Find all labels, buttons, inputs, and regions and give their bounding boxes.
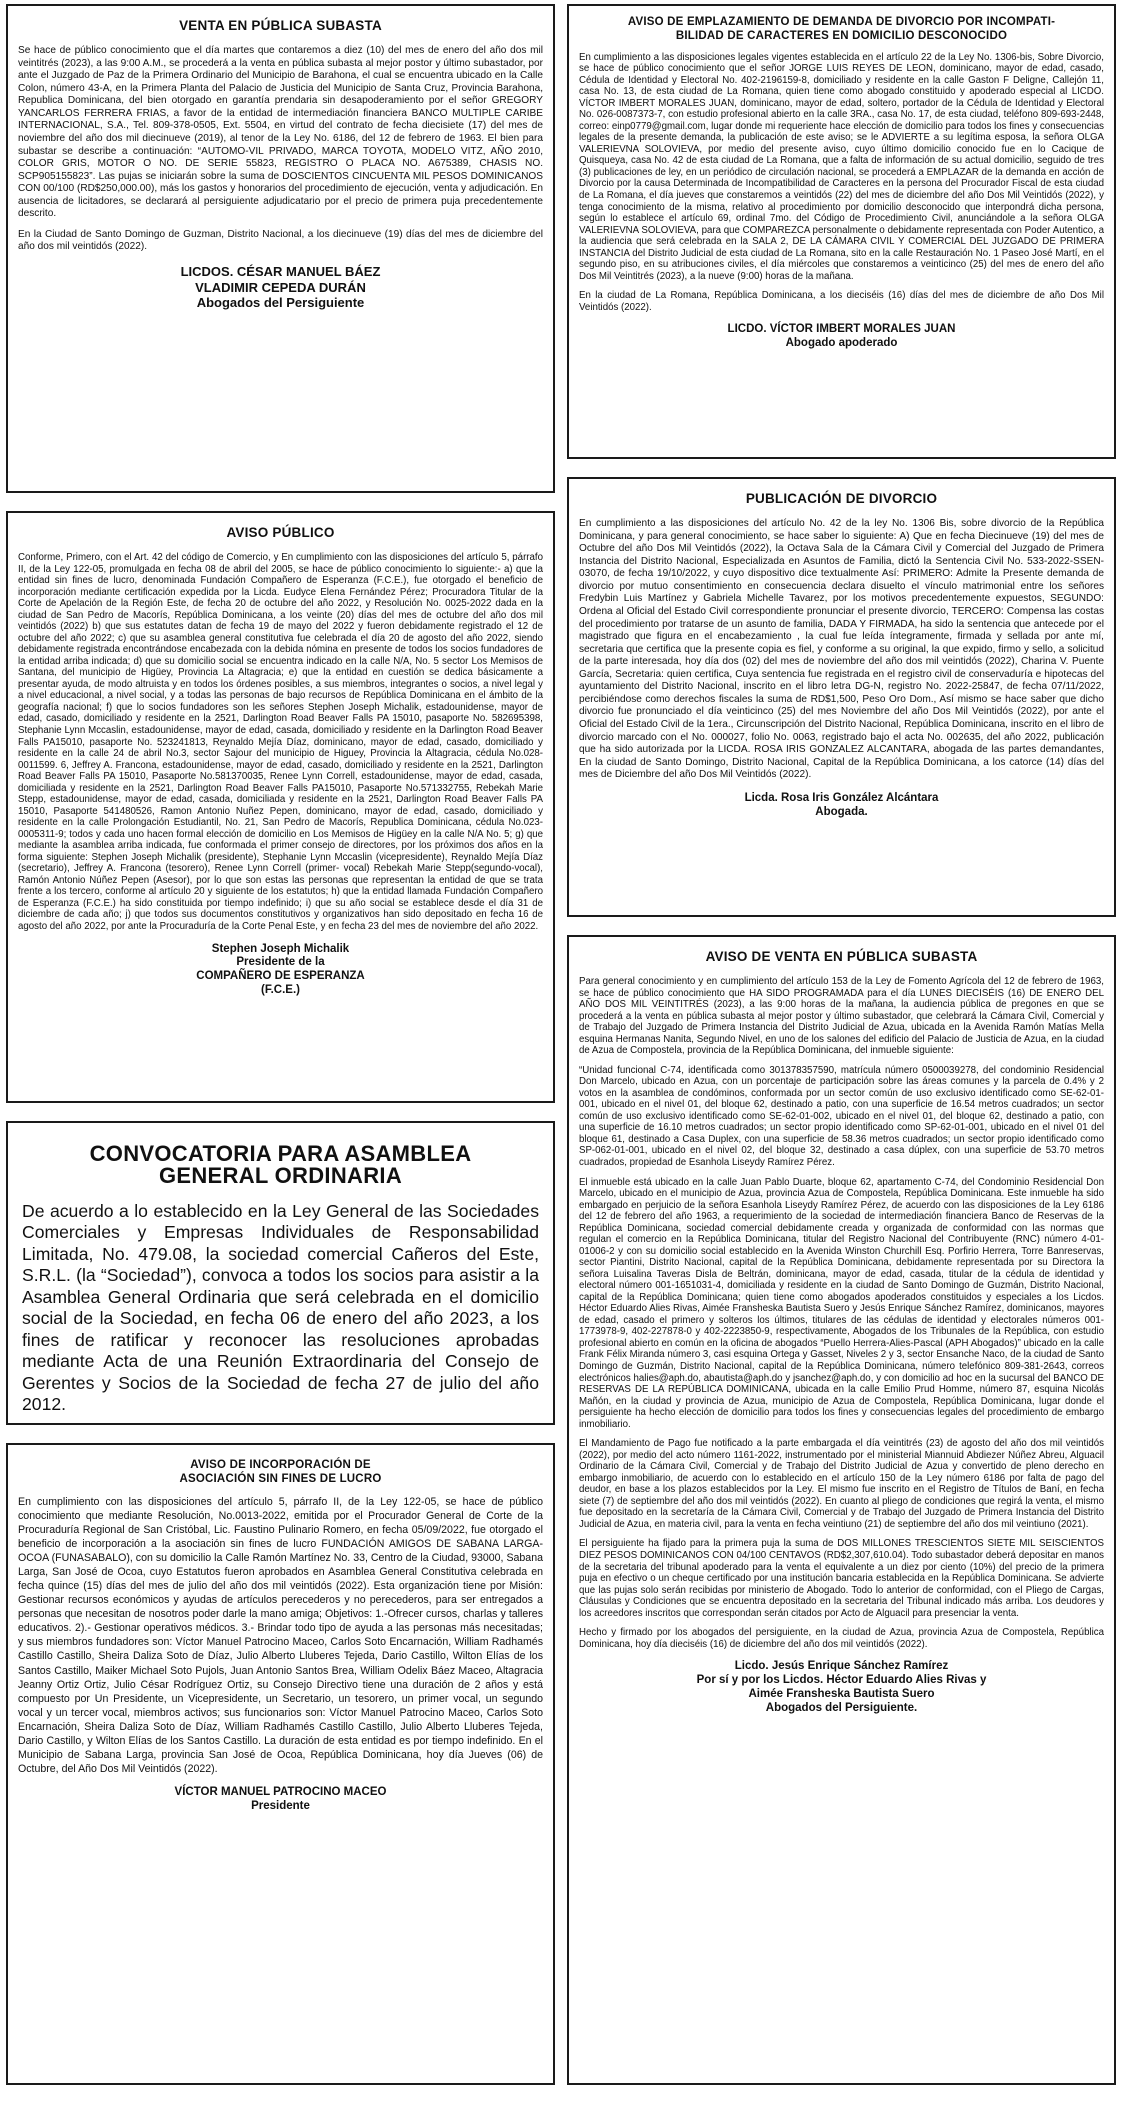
notice-title: CONVOCATORIA PARA ASAMBLEA GENERAL ORDINARIA [89, 1141, 472, 1188]
notice-title: AVISO DE INCORPORACIÓN DE ASOCIACIÓN SIN FINES DE LUCRO [179, 1459, 382, 1485]
notice-paragraph: De acuerdo a lo establecido en la Ley General de las Sociedades Comerciales y Empresas Individuales de Responsabilidad Limitada, No. 479.08, la sociedad comercial Cañeros del Este, S.R.L. (la “Sociedad”), convoca a todos los socios para asistir a la Asamblea General Ordinaria que será celebrada en el domicilio social de la Sociedad, en fecha 06 de enero del año 2023, a los fines de ratificar y reconocer las resoluciones aprobadas mediante Acta de una Reunión Extraordinaria del Consejo de Gerentes y Socios de la Sociedad de fecha 27 de julio del año 2012. [22, 1201, 539, 1415]
notice-paragraph: Para general conocimiento y en cumplimiento del artículo 153 de la Ley de Fomento Agrícola del 12 de febrero de 1963, se hace de público conocimiento que HA SIDO PROGRAMADA para el día LUNES DIECISÉIS (16) DE ENERO DEL AÑO DOS MIL VEINTITRÉS (2023), a las 9:00 horas de la mañana, la audiencia pública de pregones en que se procederá a la venta en pública subasta al mejor postor y último subastador, que celebrará la Cámara Civil, Comercial y de Trabajo del Juzgado de Primera Instancia del Distrito Judicial de Azua, ubicada en la Avenida Ramón Matías Mella esquina Hermanas Nanita, Segundo Nivel, en uno de los salones del edificio del Palacio de Justicia de Azua, en la ciudad de Azua de Compostela, provincia de la República Dominicana, del inmueble siguiente: [579, 976, 1104, 1057]
left-column [6, 4, 555, 2103]
notice-paragraph: En cumplimiento con las disposiciones del artículo 5, párrafo II, de la Ley 122-05, se hace de público conocimiento que mediante Resolución, No.0013-2022, emitida por el Procurador General de Corte de la Procuraduría Regional de San Cristóbal, Lic. Faustino Pulinario Romero, en fecha 05/09/2022, fue otorgado el beneficio de incorporación a la asociación sin fines de lucro FUNDACIÓN AMIGOS DE SABANA LARGA-OCOA (FUNASABALO), con su domicilio la Calle Ramón Martínez No. 33, Centro de la Ciudad, 93000, Sabana Larga, San José de Ocoa, cuyo Estatutos fueron aprobados en Asamblea General Constitutiva celebrada en fecha quince (15) días del mes de julio del año dos mil veintidós (2022). Esta organización tiene por Misión: Gestionar recursos económicos y ayudas de artículos perecederos y no perecederos, para ser entregados a personas que necesitan de nosotros poder darle la mano amiga; Objetivos: 1.-Ofrecer cursos, charlas y talleres educativos. 2).- Gestionar operativos médicos. 3.- Brindar todo tipo de ayuda a las personas más necesitadas; y sus miembros fundadores son: Víctor Manuel Patrocino Maceo, Carlos Soto Encarnación, William Radhamés Castillo Castillo, Sheira Daliza Soto de Díaz, Julio Alberto Lluberes Tejeda, Dario Castillo, Wilton Elías de los Santos Castillo, Maiker Michael Soto Pujols, Juan Antonio Santos Brea, William Odelix Báez Maceo, Altagracia Jeanny Ortiz Ortiz, Julio César Rodríguez Ortiz, su Consejo Directivo tiene una duración de 2 años y está compuesto por Un Presidente, un Vicepresidente, un Secretario, un tesorero, un primer vocal, un segundo vocal y un tercer vocal, miembros activos; sus funcionarios son: Víctor Manuel Patrocino Maceo, Carlos Soto Encarnación, Sheira Daliza Soto de Díaz, William Radhamés Castillo Castillo, Julio Alberto Lluberes Tejeda, Dario Castillo, y Wilton Elías de los Santos Castillo. La duración de esta entidad es por tiempo indefinido. En el Municipio de Sabana Larga, provincia San José de Ocoa, República Dominicana, hoy día Jueves (06) de Octubre, del Año Dos Mil Veintidós (2022). [18, 1495, 543, 1776]
notice-signature: VÍCTOR MANUEL PATROCINO MACEO Presidente [174, 1786, 387, 1812]
notice-incorporacion [6, 1443, 555, 2085]
notice-signature: LICDO. VÍCTOR IMBERT MORALES JUAN Abogado apoderado [727, 323, 956, 350]
notice-paragraph: Se hace de público conocimiento que el día martes que contaremos a diez (10) del mes de enero del año dos mil veintitrés (2023), a las 9:00 A.M., se procederá a la venta en pública subasta al mejor postor y último subastador, por ante el Juzgado de Paz de la Primera Ordinario del Municipio de Barahona, el cual se encuentra ubicado en la Calle Colon, número 43-A, en la Primera Planta del Palacio de Justicia del Municipio de Santa Cruz, Provincia Barahona, Republica Dominicana, del bien otorgado en garantía prendaria sin desapoderamiento por el señor GREGORY YANCARLOS FERRERA FRIAS, a favor de la entidad de intermediación financiera BANCO MULTIPLE CARIBE INTERNACIONAL, S.A., Tel. 809-378-0505, Ext. 5504, en virtud del contrato de fecha diecisiete (17) del mes de noviembre del año dos mil diecinueve (2019), al tenor de la Ley No. 6186, del 12 de febrero de 1963. El bien para subastar se describe a continuación: “AUTOMO-VIL PRIVADO, MARCA TOYOTA, MODELO VITZ, AÑO 2010, COLOR GRIS, MOTOR O NO. DE SERIE 55823, REGISTRO O PLACA NO. A675389, CHASIS NO. SCP905155823”. Las pujas se iniciarán sobre la suma de DOSCIENTOS CINCUENTA MIL PESOS DOMINICANOS CON 00/100 (RD$250,000.00), más los gastos y honorarios del procedimiento de ejecución, venta y adjudicación. En ausencia de licitadores, se declarará al persiguiente adjudicatario por el precio de primera puja precedentemente descrito. [18, 45, 543, 220]
notice-title: VENTA EN PÚBLICA SUBASTA [179, 18, 382, 33]
notice-paragraph: En la ciudad de La Romana, República Dominicana, a los dieciséis (16) días del mes de diciembre de año Dos Mil Veintidós (2022). [579, 290, 1104, 313]
notice-paragraph: El Mandamiento de Pago fue notificado a la parte embargada el día veintitrés (23) de agosto del año dos mil veintidós (2022), por medio del acto número 1161-2022, instrumentado por el ministerial Miannuid Abdiezer Núñez Abreu, Alguacil Ordinario de la Cámara Civil, Comercial y de Trabajo del Distrito Judicial de Azua y convertido de pleno derecho en embargo inmobiliario, de acuerdo con lo establecido en el artículo 150 de la Ley número 6186 por falta de pago del deudor, en base a los plazos establecidos por la Ley. El mismo fue inscrito en el Registro de Títulos de Baní, en fecha siete (7) de septiembre del año dos mil veintidós (2022). En cuanto al pliego de condiciones que regirá la venta, el mismo fue depositado en la secretaría de la Cámara Civil, Comercial y de Trabajo del Juzgado de Primera Instancia del Distrito Judicial de Azua, en materia civil, para la venta en fecha veintiuno (21) de septiembre del año dos mil veintiuno (2021). [579, 1438, 1104, 1530]
notice-aviso-venta-subasta [567, 935, 1116, 2085]
notice-paragraph: Hecho y firmado por los abogados del persiguiente, en la ciudad de Azua, provincia Azua de Compostela, República Dominicana, hoy día dieciséis (16) de diciembre del año dos mil veintidós (2022). [579, 1627, 1104, 1650]
notice-signature: LICDOS. CÉSAR MANUEL BÁEZ VLADIMIR CEPEDA DURÁN Abogados del Persiguiente [180, 264, 381, 311]
notice-publicacion-divorcio [567, 477, 1116, 917]
notice-paragraph: El persiguiente ha fijado para la primera puja la suma de DOS MILLONES TRESCIENTOS SIETE MIL SEISCIENTOS DIEZ PESOS DOMINICANOS CON 04/100 CENTAVOS (RD$2,307,610.04). Todo subastador deberá depositar en manos de la secretaria del tribunal apoderado para la venta el equivalente a un diez por ciento (10%) del precio de la primera puja en efectivo o un cheque certificado por una institución bancaria establecida en la República Dominicana. Se advierte que las pujas solo serán recibidas por ministerio de Abogado. Todo lo anterior de conformidad, con el Pliego de Cargas, Cláusulas y Condiciones que se encuentra depositado en la secretaria del Tribunal indicado más arriba. Los deudores y los acreedores inscritos que correspondan serán citados por Acto de Alguacil para presenciar la venta. [579, 1538, 1104, 1619]
notice-emplazamiento [567, 4, 1116, 459]
notice-title: AVISO DE EMPLAZAMIENTO DE DEMANDA DE DIVORCIO POR INCOMPATI- BILIDAD DE CARACTERES EN DOMICILIO DESCONOCIDO [627, 16, 1056, 42]
notice-title: AVISO PÚBLICO [226, 525, 335, 540]
notice-paragraph: “Unidad funcional C-74, identificada como 301378357590, matrícula número 0500039278, del condominio Residencial Don Marcelo, ubicado en Azua, con un porcentaje de participación sobre las áreas comunes y la parcela de 0.4% y 2 votos en la asamblea de condóminos, conformada por un sector común de uso exclusivo identificado como SE-62-01-001, ubicado en el nivel 01, del bloque 62, destinado a patio, con una superficie de 16.54 metros cuadrados; un sector común de uso exclusivo identificado como SE-62-01-002, ubicado en el nivel 01, del bloque 62, destinado a patio, con una superficie de 16.10 metros cuadrados; un sector propio identificado como SP-62-01-001, ubicado en el nivel 01 del bloque 61, destinado a Casa Duplex, con una superficie de 58.36 metros cuadrados; un sector propio identificado como SP-062-01-001, ubicado en el nivel 02, del bloque 32, destinado a casa dúplex, con una superficie de 53.70 metros cuadrados, propiedad de Esanhola Liseydy Ramírez Pérez. [579, 1064, 1104, 1168]
notice-signature: Licda. Rosa Iris González Alcántara Abogada. [744, 791, 939, 818]
notice-signature: Stephen Joseph Michalik Presidente de la COMPAÑERO DE ESPERANZA (F.C.E.) [196, 942, 365, 996]
notice-title: AVISO DE VENTA EN PÚBLICA SUBASTA [705, 949, 978, 964]
notice-paragraph: El inmueble está ubicado en la calle Juan Pablo Duarte, bloque 62, apartamento C-74, del Condominio Residencial Don Marcelo, ubicado en el municipio de Azua, provincia Azua de Compostela, República Dominicana. Este inmueble ha sido embargado en perjuicio de la señora Esanhola Liseydy Ramírez Pérez, de acuerdo con las disposiciones de la Ley 6186 del 12 de febrero del año 1963, a requerimiento de la sociedad de intermediación financiera Banco de Reservas de la República Dominicana, sociedad comercial debidamente creada y organizada de conformidad con las normas que regulan el comercio en la República Dominicana, titular del Registro Nacional del Contribuyente (RNC) número 4-01-01006-2 y con su domicilio social establecido en la Avenida Winston Churchill Esq. Porfirio Herrera, Torre Banreservas, sector Piantini, Distrito Nacional, capital de la República Dominicana, debidamente representada por su Directora la señora Luisalina Taveras Disla de Beltrán, dominicana, mayor de edad, casada, titular de la cédula de identidad y electoral número 001-1651031-4, domiciliada y residente en la ciudad de Santo Domingo de Guzmán, Distrito Nacional, capital de la República Dominicana; quien tiene como abogados apoderados constituidos y especiales a los Licdos. Héctor Eduardo Alies Rivas, Aimée Fransheska Bautista Suero y Jesús Enrique Sánchez Ramírez, dominicanos, mayores de edad, casado el primero y solteros los últimos, titulares de las cédulas de identidad y electorales números 001-1773978-9, 402-227878-0 y 402-2223850-9, respectivamente, Abogados de los Tribunales de la República, con estudio profesional abierto en común en la oficina de abogados “Puello Herrera-Alies-Pascal (APH Abogados)” ubicado en la calle Frank Félix Miranda número 3, casi esquina Ortega y Gasset, Niveles 2 y 3, sector Ensanche Naco, de la ciudad de Santo Domingo de Guzmán, Distrito Nacional, capital de la República Dominicana, número telefónico 809-381-2643, correos electrónicos halies@aph.do, abautista@aph.do y jsanchez@aph.do, y con domicilio ad hoc en la sucursal del BANCO DE RESERVAS DE LA REPÚBLICA DOMINICANA, ubicada en la calle Emilio Prud Homme, número 87, esquina Nicolás Mañón, en la ciudad y provincia de Azua, municipio de Azua de Compostela, República Dominicana, lugar donde el persiguiente ha hecho elección de domicilio para todos los fines y consecuencias legales del procedimiento de embargo inmobiliario. [579, 1176, 1104, 1430]
notice-convocatoria [6, 1121, 555, 1425]
notice-paragraph: Conforme, Primero, con el Art. 42 del código de Comercio, y En cumplimiento con las disposiciones del artículo 5, párrafo II, de la Ley 122-05, promulgada en fecha 08 de abril del 2005, se hace de público conocimiento lo siguiente:- a) que la entidad sin fines de lucro, denominada Fundación Compañero de Esperanza (F.C.E.), fue otorgado el beneficio de incorporación mediante certificación expedida por la Licda. Eudyce Elena Fernández Pérez; Procuradora Titular de la Corte de Apelación de la Región Este, de fecha 20 de octubre del año 2022, y Resolución No. 0025-2022 dada en la ciudad de San Pedro de Macorís, República Dominicana, a los veinte (20) días del mes de octubre del año dos mil veintidós (2022) b) que sus estatutes datan de fecha 19 de mayo del 2022 y fueron debidamente registrado el 12 de octubre del año 2022; c) que su asamblea general constitutiva fue celebrada el día 20 de agosto del año 2022, siendo debidamente registrada encontrándose encabezada con la debida nómina en presente de todos los socios fundadores de la entidad arriba indicada; d) que su domicilio social se encuentra indicado en la calle N/A, No. 5 sector Los Memisos de Santana, del municipio de Higüey, Provincia La Altagracia; e) que la entidad en cuestión se dedica básicamente a presentar ayuda, de modo altruista y en todos los órdenes posibles, a sus miembros, integrantes o socios, a nivel legal y a nivel educacional, a nivel social, y a todas las personas de bajo recursos de República Dominicana en el ámbito de la geografía nacional; f) que lo socios fundadores son les señores Stephen Joseph Michalik, estadounidense, mayor de edad, casado, domiciliado y residente en la 2521, Darlington Road Beaver Falls PA 15010, pasaporte No. 582695398, Stephanie Lynn Mccaslin, estadounidense, mayor de edad, casada, domiciliado y residente en la Darlington Road Beaver Falls PA15010, pasaporte No. 523241813, Reynaldo Mejía Díaz, dominicano, mayor de edad, casado, domiciliado y residente en la calle 24 de abril No.3, sector Sajour del municipio de Higuey, Provincia la Altagracia, cédula No.028-0011599. 6, Jeffrey A. Franconа, estadounidense, mayor de edad, casado, domiciliado y residente en la 2521, Darlington Road Beaver Falls PA 15010, Pasaporte No.581370035, Renee Lynn Correll, estadounidense, mayor de edad, casada, domiciliada y residente en la 2521, Darlington Road Beaver Falls PA15010, Pasaporte No.571332755, Rebekah Marie Stepp, estadounidense, mayor de edad, casada, domiciliada y residente en la 2521, Darlington Road Beaver Falls PA 15010, Pasaporte 541480526, Ramon Antonio Nuñez Pepen, dominicano, mayor de edad, casado, domiciliado y residente en la calle Prolongación Estudiantil, No. 21, San Pedro de Macorís, Republica Dominicana, cédula No.023-0005311-9; todos y cada uno hacen formal elección de domicilio en Los Memisos de Higüey en la calle N/A No. 5; g) que mediante la asamblea arriba indicada, fue conformada el primer consejo de directores, por los próximos dos años en la forma siguiente: Stephen Joseph Michalik (presidente), Stephanie Lynn Mccaslin (vicepresidente), Reynaldo Mejía Díaz (secretario), Jeffrey A. Franconа (tesorero), Renee Lynn Correll (primer- vocal) Rebekah Marie Stepp(segundo-vocal), Ramón Antonio Núñez Pepen (Asesor), por lo que son estas las personas que representan la entidad de que se trata frente a los tercero, conforme al artículo 20 y siguiente de los estatutos; h) que la entidad llamada Fundación Compañero de Esperanza (F.C.E.) ha sido constituida por tiempo indefinido; i) que su año social se establece desde el día 31 de diciembre de cada año; j) que todos sus documentos constitutivos y organizativos han sido depositado en fecha 16 de agosto del año 2022, por ante la Procuraduría de la Corte Penal Este, y en fecha 23 del mes de noviembre del año 2022. [18, 552, 543, 932]
notice-signature: Licdo. Jesús Enrique Sánchez Ramírez Por sí y por los Licdos. Héctor Eduardo Alies Rivas y Aimée Fransheska Bautista Suero Abogados del Persiguiente. [696, 1660, 987, 1714]
notice-title: PUBLICACIÓN DE DIVORCIO [745, 491, 938, 506]
notice-paragraph: En cumplimiento a las disposiciones legales vigentes establecida en el artículo 22 de la Ley No. 1306-bis, Sobre Divorcio, se hace de público conocimiento que el señor JORGE LUIS REYES DE LEON, dominicano, mayor de edad, casado, Cédula de Identidad y Electoral No. 402-2196159-8, domiciliado y residente en la calle Gaston F Deligne, Callejón 11, casa No. 13, de esta ciudad de La Romana, quien tiene como abogado constituido y apoderado especial al LICDO. VÍCTOR IMBERT MORALES JUAN, dominicano, mayor de edad, soltero, portador de la Cédula de Identidad y Electoral No. 026-0087373-7, con estudio profesional abierto en la calle 3RA., casa No. 17, de esta ciudad, teléfono 809-693-2448, correo: einp0779@gmail.com, lugar donde mi requeriente hace elección de domicilio para todos los fines y consecuencias legales de la presente demanda, la publicación de este aviso; se le ADVIERTE a su legítima esposa, la señora OLGA VALERIEVNA SOLOVIEVA, por medio del presente aviso, cuyo último domicilio conocido fue en lo Cacique de Quisqueya, casa No. 42 de esta ciudad de La Romana, que a falta de información de su actual domicilio, seguido de tres (3) publicaciones de ley, en un periódico de circulación nacional, se procederá a EMPLAZAR de la demanda en acción de Divorcio por la causa Determinada de Incompatibilidad de Caracteres en la persona del Procurador Fiscal de esta ciudad de La Romana, el día jueves que constaremos a veintidós (22) del mes de diciembre del año Dos Mil Veintidós (2022), y tenga conocimiento de la misma, relativo al procedimiento por domicilio desconocido que interpondrá dicha persona, según lo establece el artículo 69, ordinal 7mo. del Código de Procedimiento Civil, anunciándole a la señora OLGA VALERIEVNA SOLOVIEVA, para que COMPAREZCA personalmente o debidamente representada con Poder Autentico, a la audiencia que será celebrada en la SALA 2, DE LA CÁMARA CIVIL Y COMERCIAL DEL JUZGADO DE PRIMERA INSTANCIA del Distrito Judicial de esta ciudad de La Romana, sito en la calle Restauración No. 1 Paseo José Martí, en el segundo piso, en su atribuciones civiles, el día miércoles que constaremos a veinticinco (25) del mes de enero del año Dos Mil Veintitrés (2023), a la nueve (9:00) horas de la mañana. [579, 51, 1104, 282]
notice-aviso-publico [6, 511, 555, 1103]
right-column [567, 4, 1116, 2103]
notice-paragraph: En la Ciudad de Santo Domingo de Guzman, Distrito Nacional, a los diecinueve (19) días del mes de diciembre del año dos mil veintidós (2022). [18, 228, 543, 253]
notice-paragraph: En cumplimiento a las disposiciones del artículo No. 42 de la ley No. 1306 Bis, sobre divorcio de la República Dominicana, y para general conocimiento, se hace saber lo siguiente: A) Que en fecha Diecinueve (19) del mes de Octubre del año Dos Mil Veintidós (2022), la Octava Sala de la Cámara Civil y Comercial del Juzgado de Primera Instancia del Distrito Nacional, Especializada en Asuntos de Familia, dictó la Sentencia Civil No. 533-2022-SSEN-03070, de fecha 19/10/2022, y cuyo dispositivo dice textualmente Así: PRIMERO: Admite la Presente demanda de divorcio por mutuo consentimiento en consecuencia declara disuelto el vínculo matrimonial entre los señores Fredybin Luis Martínez y Gabriela Michelle Tavarez, por los motivos precedentemente expuestos, SEGUNDO: Ordena al Oficial del Estado Civil correspondiente pronunciar el presente divorcio, TERCERO: Compensa las costas del procedimiento por tratarse de un asunto de familia, DADA Y FIRMADA, ha sido la sentencia que antecede por el magistrado que figura en el encabezamiento , la cual fue leída íntegramente, firmada y sellada por ante mí, secretaria que certifica que la presente copia es fiel, y conforme a su original, la que expido, firmo y sello, a solicitud de la parte interesada, hoy día dos (02) del mes de noviembre del año dos mil veintidós (2022), Charina V. Puente García, Secretaria: quien certifica, Cuya sentencia fue registrada en el registro civil de conservaduría e hipotecas del ayuntamiento del Distrito Nacional, inscrito en el libro letra DG-N, registro No. 2022-25847, de fecha 07/11/2022, percibiéndose como derechos fiscales la suma de RD$1,500, Peso Oro Dom., Así mismo se hace saber que dicho divorcio fue pronunciado el día veinticinco (25) del mes Noviembre del año Dos Mil Veintidós (2022), por ante el Oficial del Estado Civil de la 1era., Circunscripción del Distrito Nacional, República Dominicana, inscrito en el libro de divorcio marcado con el No. 000027, folio No. 0063, registrado bajo el acta No. 002635, del año 2022, publicación que ha sido autorizada por la LICDA. ROSA IRIS GONZALEZ ALCANTARA, abogada de las partes demandantes, En la ciudad de Santo Domingo, Distrito Nacional, Capital de la República Dominicana, a los catorce (14) días del mes de Diciembre del año Dos Mil Veintidós (2022). [579, 518, 1104, 781]
notice-venta-subasta [6, 4, 555, 493]
